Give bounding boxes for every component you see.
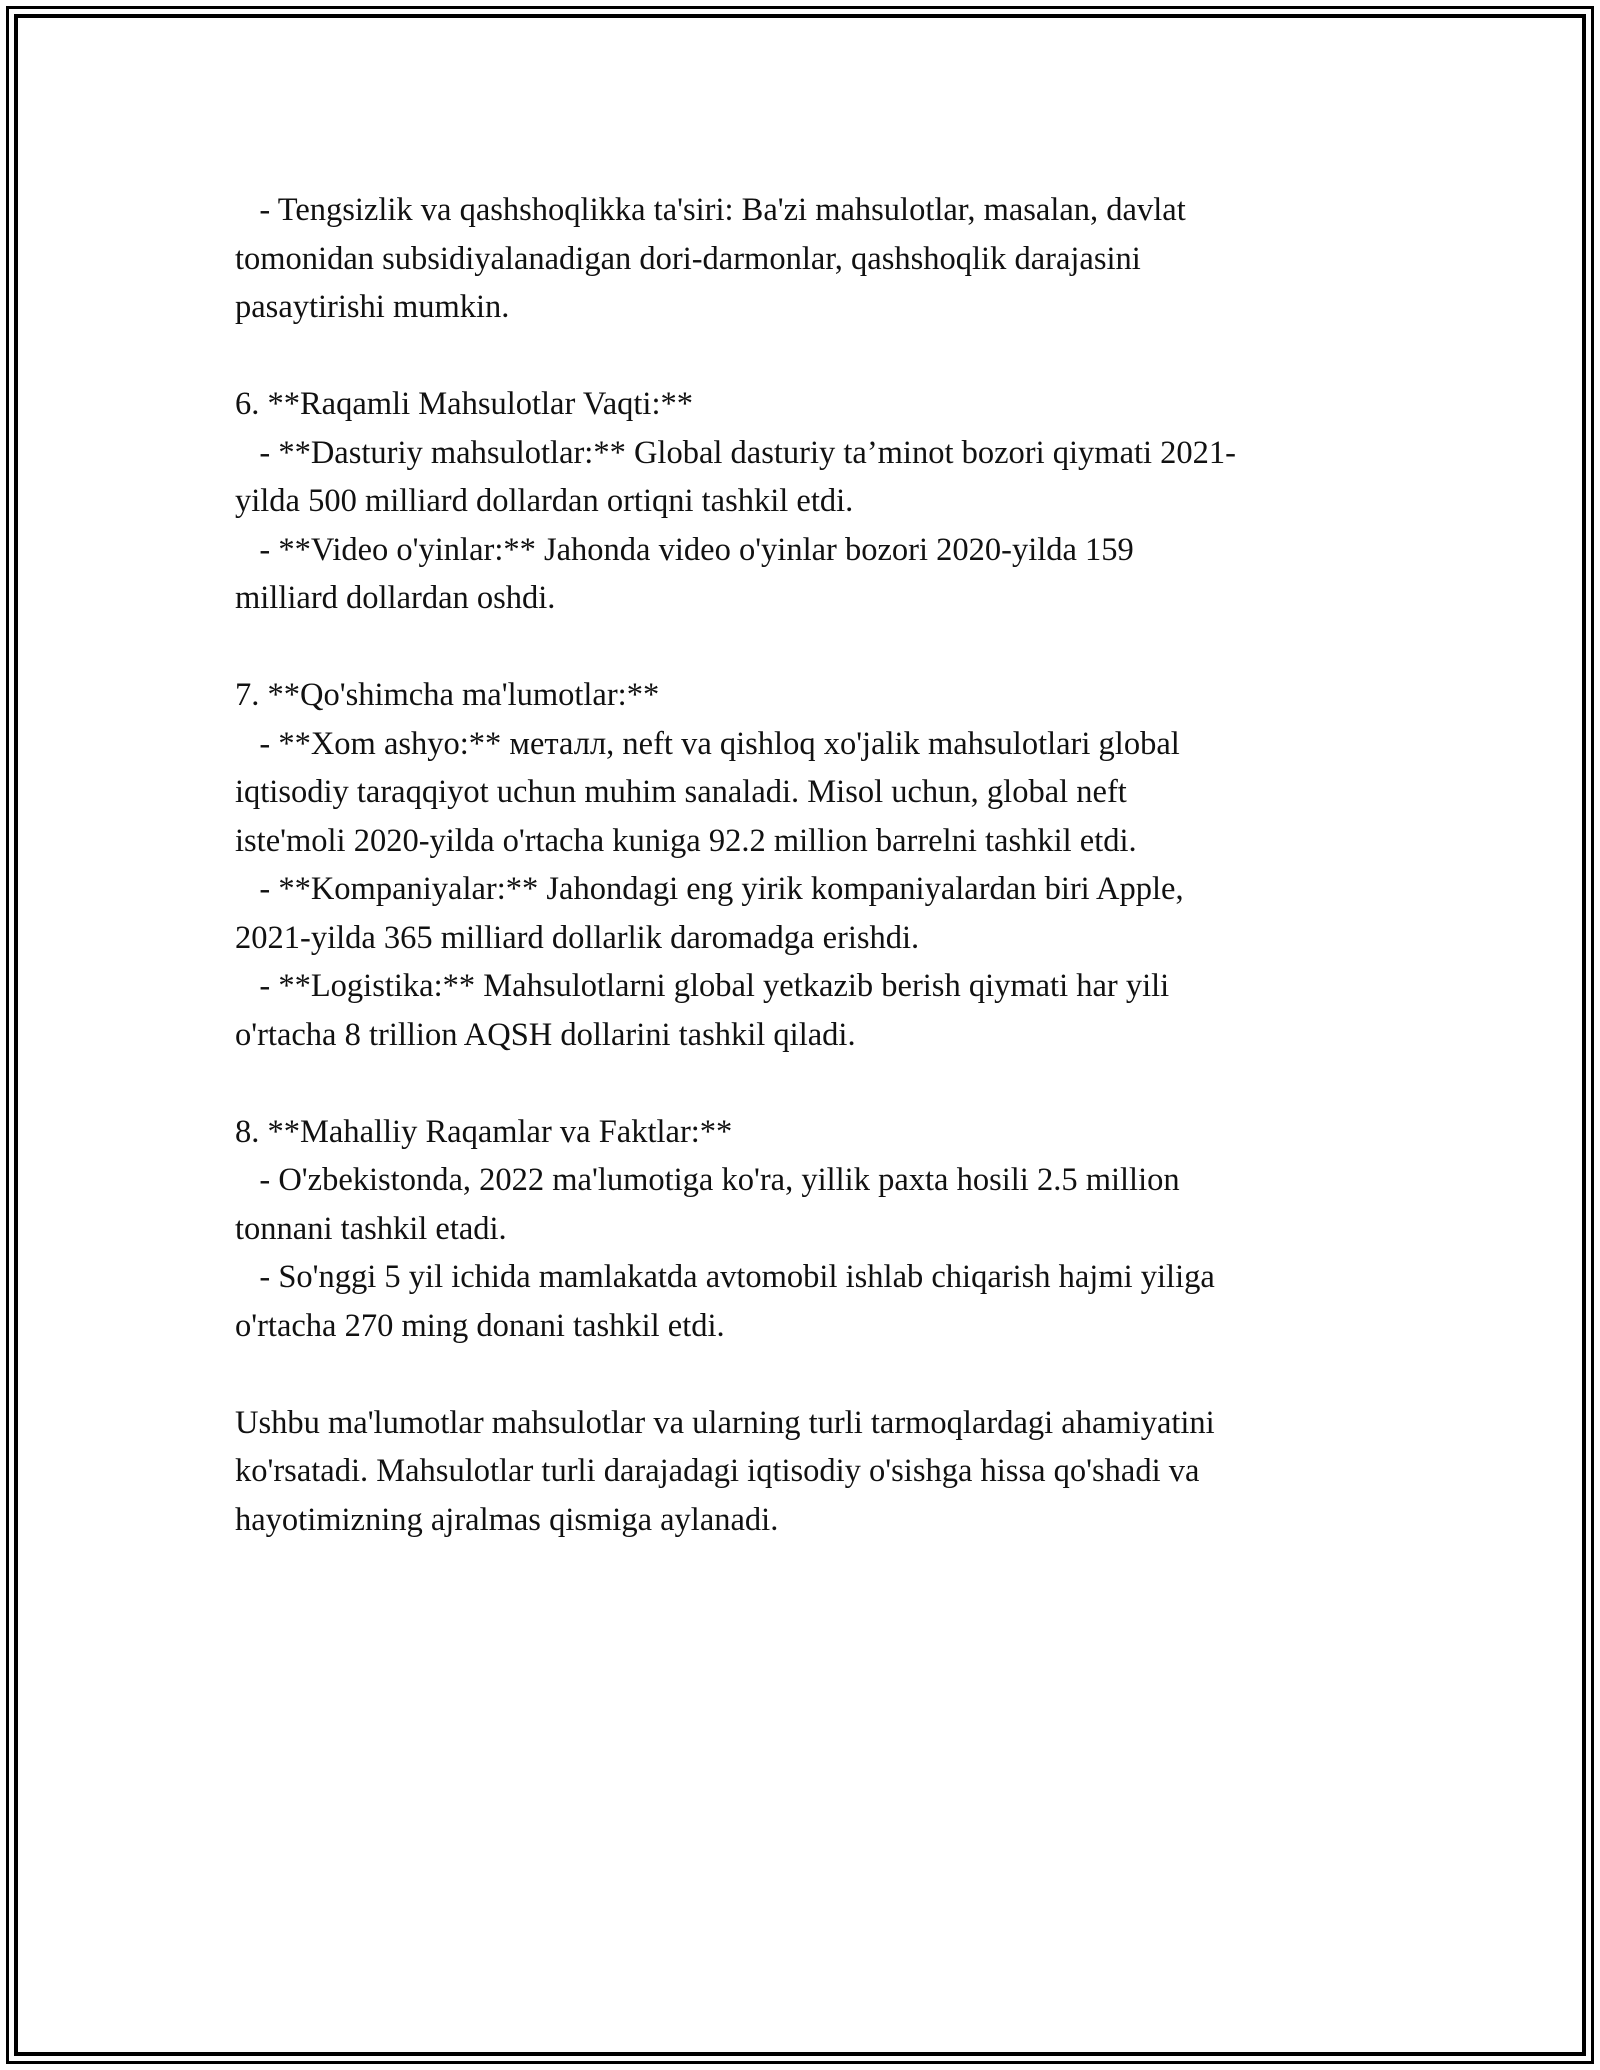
- text-line: ko'rsatadi. Mahsulotlar turli darajadagi iqtisodiy o'sishga hissa qo'shadi va: [235, 1453, 1200, 1489]
- paragraph-gap: [235, 623, 1415, 672]
- text-line: iste'moli 2020-yilda o'rtacha kuniga 92.2 million barrelni tashkil etdi.: [235, 822, 1137, 859]
- text-line: - **Dasturiy mahsulotlar:** Global dasturiy ta’minot bozori qiymati 2021-: [235, 434, 1237, 471]
- section-heading: 8. **Mahalliy Raqamlar va Faktlar:**: [235, 1113, 733, 1150]
- paragraph-gap: [235, 1059, 1415, 1108]
- text-line: 2021-yilda 365 milliard dollarlik daromadga erishdi.: [235, 919, 920, 956]
- text-line: hayotimizning ajralmas qismiga aylanadi.: [235, 1501, 779, 1538]
- section-heading: 7. **Qo'shimcha ma'lumotlar:**: [235, 677, 660, 713]
- text-line: milliard dollardan oshdi.: [235, 580, 556, 616]
- paragraph-gap: [235, 1350, 1415, 1399]
- text-line: o'rtacha 8 trillion AQSH dollarini tashkil qiladi.: [235, 1016, 856, 1053]
- text-line: - O'zbekistonda, 2022 ma'lumotiga ko'ra, yillik paxta hosili 2.5 million: [235, 1162, 1180, 1198]
- text-line: - **Kompaniyalar:** Jahondagi eng yirik kompaniyalardan biri Apple,: [235, 871, 1184, 907]
- text-line: - So'nggi 5 yil ichida mamlakatda avtomobil ishlab chiqarish hajmi yiliga: [235, 1259, 1215, 1295]
- text-line: - **Video o'yinlar:** Jahonda video o'yinlar bozori 2020-yilda 159: [235, 531, 1134, 568]
- section-heading: 6. **Raqamli Mahsulotlar Vaqti:**: [235, 386, 693, 422]
- document-body: [235, 186, 1415, 1544]
- text-line: Ushbu ma'lumotlar mahsulotlar va ularning turli tarmoqlardagi ahamiyatini: [235, 1404, 1215, 1441]
- text-line: - **Xom ashyo:** металл, neft va qishloq xo'jalik mahsulotlari global: [235, 725, 1180, 762]
- text-line: iqtisodiy taraqqiyot uchun muhim sanaladi. Misol uchun, global neft: [235, 774, 1127, 810]
- text-line: - Tengsizlik va qashshoqlikka ta'siri: Ba'zi mahsulotlar, masalan, davlat: [235, 192, 1186, 228]
- text-line: - **Logistika:** Mahsulotlarni global yetkazib berish qiymati har yili: [235, 968, 1170, 1004]
- text-line: pasaytirishi mumkin.: [235, 289, 510, 325]
- text-line: tomonidan subsidiyalanadigan dori-darmonlar, qashshoqlik darajasini: [235, 240, 1141, 277]
- text-line: tonnani tashkil etadi.: [235, 1210, 507, 1247]
- text-line: o'rtacha 270 ming donani tashkil etdi.: [235, 1307, 725, 1344]
- text-line: yilda 500 milliard dollardan ortiqni tashkil etdi.: [235, 483, 854, 519]
- paragraph-gap: [235, 332, 1415, 381]
